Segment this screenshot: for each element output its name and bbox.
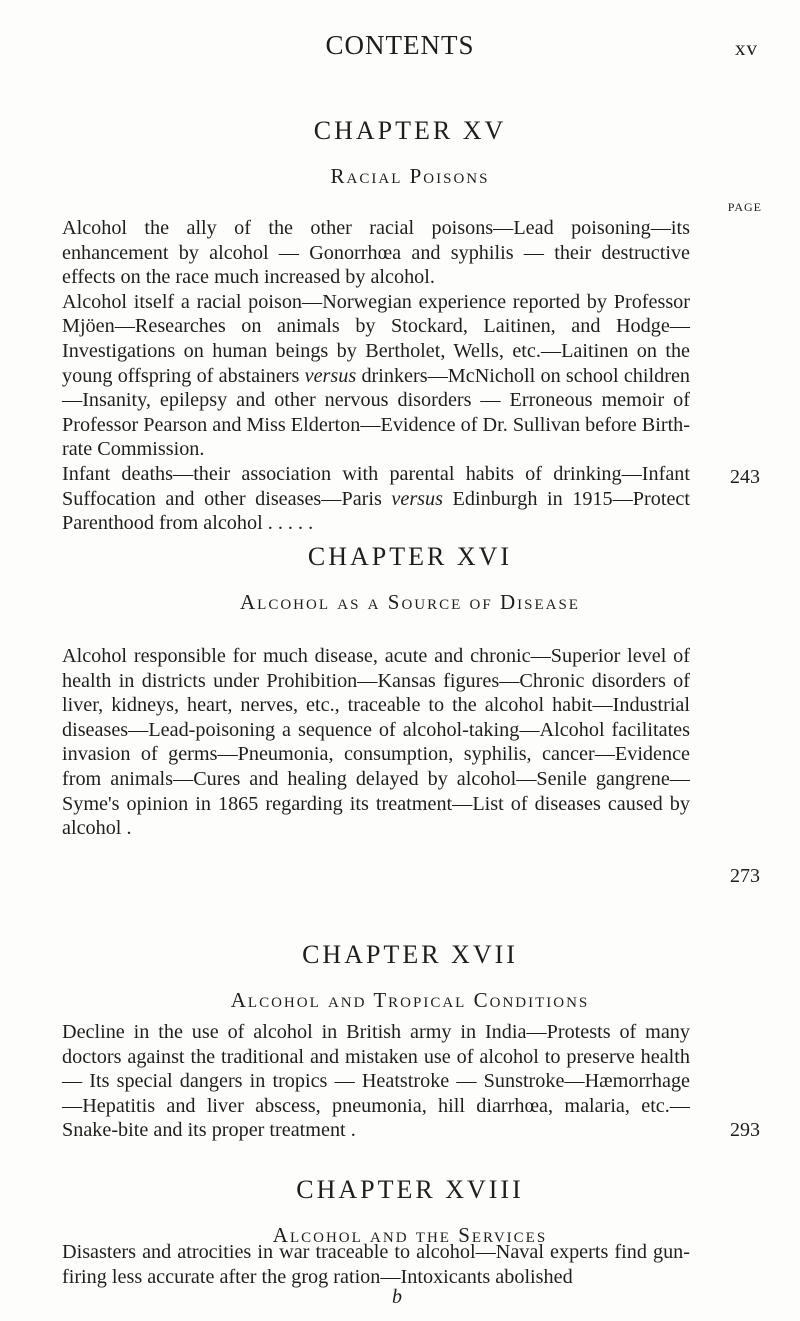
- chapter-number: CHAPTER XV: [313, 116, 507, 145]
- summary-paragraph: Disasters and atrocities in war traceable to alcohol—Naval experts find gun-firing less accurate after the grog ration—Intoxicants abolished: [62, 1241, 690, 1288]
- chapter-page-ref: 293: [730, 1119, 760, 1141]
- chapter-xv-heading: [0, 116, 800, 189]
- italic-word: versus: [391, 487, 443, 510]
- summary-paragraph: Alcohol responsible for much disease, acute and chronic—Superior level of health in districts under Prohibition—Kansas figures—Chronic disorders of liver, kidneys, heart, nerves, etc., traceable to the alcohol habit—Industrial diseases—Lead-poisoning a sequence of alcohol-taking—Alcohol facilitates invasion of germs—Pneumonia, consumption, syphilis, cancer—Evidence from animals—Cures and healing delayed by alcohol—Senile gangrene—Syme's opinion in 1865 regarding its treatment—List of diseases caused by alcohol .: [62, 645, 690, 840]
- summary-paragraph: Alcohol the ally of the other racial poisons—Lead poisoning—its enhancement by alcohol — Gonorrhœa and syphilis — their destructive effects on the race much increased by alcohol.: [62, 217, 690, 289]
- chapter-title: Racial Poisons: [330, 164, 490, 188]
- running-head: CONTENTS: [325, 30, 475, 60]
- summary-paragraph: Alcohol itself a racial poison—Norwegian experience reported by Professor Mjöen—Researches on animals by Stockard, Laitinen, and Hodge—Investigations on human beings by Bertholet, Wells, etc.—Laitinen on the young offspring of abstainers versus drinkers—McNicholl on school children—Insanity, epilepsy and other nervous disorders — Erroneous memoir of Professor Pearson and Miss Elderton—Evidence of Dr. Sullivan before Birth-rate Commission.: [62, 290, 690, 461]
- chapter-xvi-heading: [0, 542, 800, 615]
- chapter-page-ref: 273: [730, 865, 760, 887]
- chapter-page-ref: 243: [730, 466, 760, 488]
- chapter-xviii-summary: [62, 1240, 690, 1289]
- page-column-label: PAGE: [727, 200, 762, 214]
- summary-paragraph: Infant deaths—their association with parental habits of drinking—Infant Suffocation and other diseases—Paris versus Edinburgh in 1915—Protect Parenthood from alcohol . . . . .: [62, 462, 690, 535]
- chapter-title: Alcohol as a Source of Disease: [240, 590, 580, 614]
- italic-word: versus: [304, 364, 357, 387]
- page-numeral: xv: [735, 36, 758, 60]
- chapter-xv-summary: [62, 216, 690, 536]
- chapter-number: CHAPTER XVII: [302, 940, 518, 969]
- signature-mark: b: [392, 1286, 402, 1308]
- chapter-title: Alcohol and Tropical Conditions: [230, 988, 590, 1012]
- chapter-xvii-summary: [62, 1020, 690, 1143]
- chapter-number: CHAPTER XVIII: [296, 1175, 524, 1204]
- chapter-number: CHAPTER XVI: [307, 542, 513, 571]
- chapter-xvi-summary: [62, 644, 690, 841]
- chapter-title: Alcohol and the Services: [272, 1223, 548, 1247]
- chapter-xviii-heading: [0, 1175, 800, 1248]
- chapter-xvii-heading: [0, 940, 800, 1013]
- summary-paragraph: Decline in the use of alcohol in British army in India—Protests of many doctors against the traditional and mistaken use of alcohol to preserve health — Its special dangers in tropics — Heatstroke — Sunstroke—Hæmorrhage—Hepatitis and liver abscess, pneumonia, hill diarrhœa, malaria, etc.—Snake-bite and its proper treatment .: [62, 1021, 690, 1142]
